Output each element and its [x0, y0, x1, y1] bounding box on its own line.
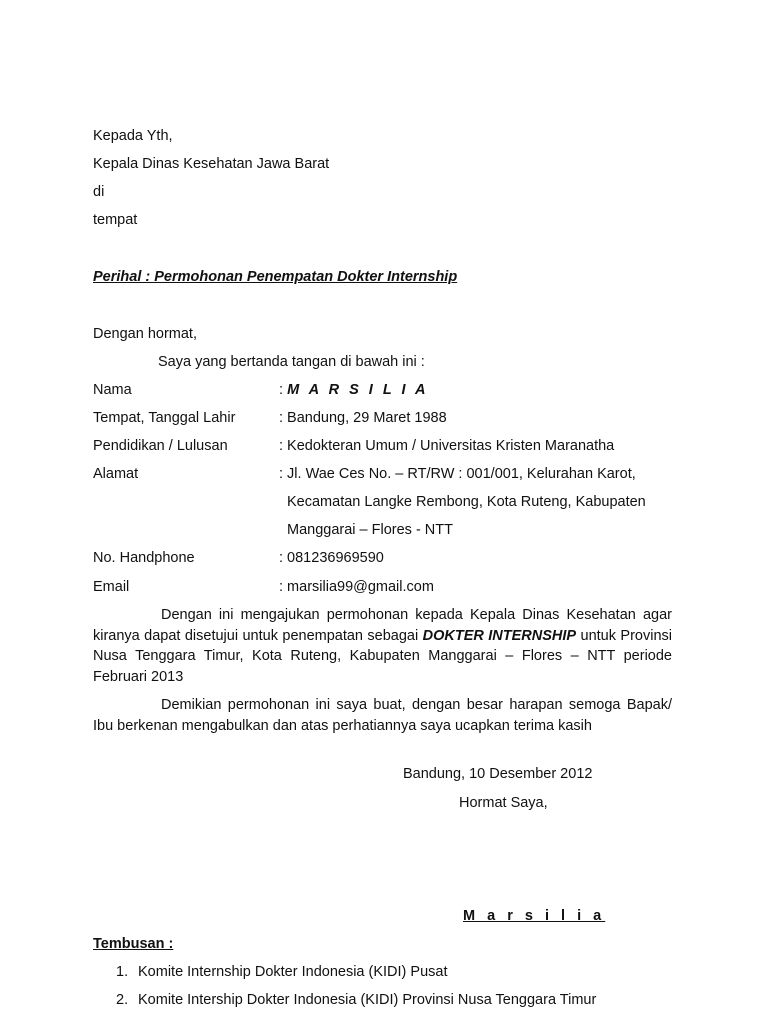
cc-item [116, 991, 596, 1009]
address-label: Alamat [93, 466, 139, 482]
cc-item-text: Komite Intership Dokter Indonesia (KIDI) Provinsi Nusa Tenggara Timur [138, 992, 597, 1008]
greeting: Dengan hormat, [93, 326, 197, 342]
recipient-title: Kepala Dinas Kesehatan Jawa Barat [93, 156, 330, 172]
name-value: M A R S I L I A [287, 382, 429, 398]
request-position: DOKTER INTERNSHIP [422, 627, 577, 644]
email-value: : marsilia99@gmail.com [279, 579, 434, 595]
request-text-2: untuk Provinsi Nusa Tenggara Timur, Kota Ruteng, Kabupaten Manggarai – Flores – NTT periode Februari 2013 [93, 627, 672, 685]
education-value: : Kedokteran Umum / Universitas Kristen Maranatha [279, 438, 615, 454]
request-text-1: Dengan ini mengajukan permohonan kepada Kepala Dinas Kesehatan agar kiranya dapat disetujui untuk penempatan sebagai [93, 607, 672, 644]
subject-line: Perihal : Permohonan Penempatan Dokter Internship [93, 269, 458, 285]
birth-value: : Bandung, 29 Maret 1988 [279, 410, 447, 426]
birth-label: Tempat, Tanggal Lahir [93, 410, 236, 426]
request-paragraph [93, 605, 672, 687]
intro-line: Saya yang bertanda tangan di bawah ini : [158, 354, 425, 370]
recipient-salutation: Kepada Yth, [93, 128, 173, 144]
address-line-2: Kecamatan Langke Rembong, Kota Ruteng, Kabupaten [287, 494, 646, 510]
regards: Hormat Saya, [459, 795, 548, 811]
place-date: Bandung, 10 Desember 2012 [403, 766, 593, 782]
name-colon: : [279, 382, 288, 398]
education-label: Pendidikan / Lulusan [93, 438, 228, 454]
signer-name: M a r s i l i a [463, 908, 606, 924]
cc-item [116, 963, 447, 981]
name-label: Nama [93, 382, 132, 398]
recipient-di: di [93, 184, 105, 200]
cc-item-number: 1. [116, 964, 129, 980]
phone-label: No. Handphone [93, 550, 195, 566]
recipient-place: tempat [93, 212, 138, 228]
name-field [279, 381, 428, 399]
closing-paragraph [93, 695, 672, 736]
address-line-3: Manggarai – Flores - NTT [287, 522, 453, 538]
closing-text: Demikian permohonan ini saya buat, dengan besar harapan semoga Bapak/ Ibu berkenan mengabulkan dan atas perhatiannya saya ucapkan terima kasih [93, 697, 672, 734]
cc-item-text: Komite Internship Dokter Indonesia (KIDI) Pusat [138, 964, 448, 980]
cc-title: Tembusan : [93, 936, 174, 952]
email-label: Email [93, 579, 130, 595]
cc-item-number: 2. [116, 992, 129, 1008]
phone-value: : 081236969590 [279, 550, 384, 566]
address-line-1: : Jl. Wae Ces No. – RT/RW : 001/001, Kelurahan Karot, [279, 466, 636, 482]
